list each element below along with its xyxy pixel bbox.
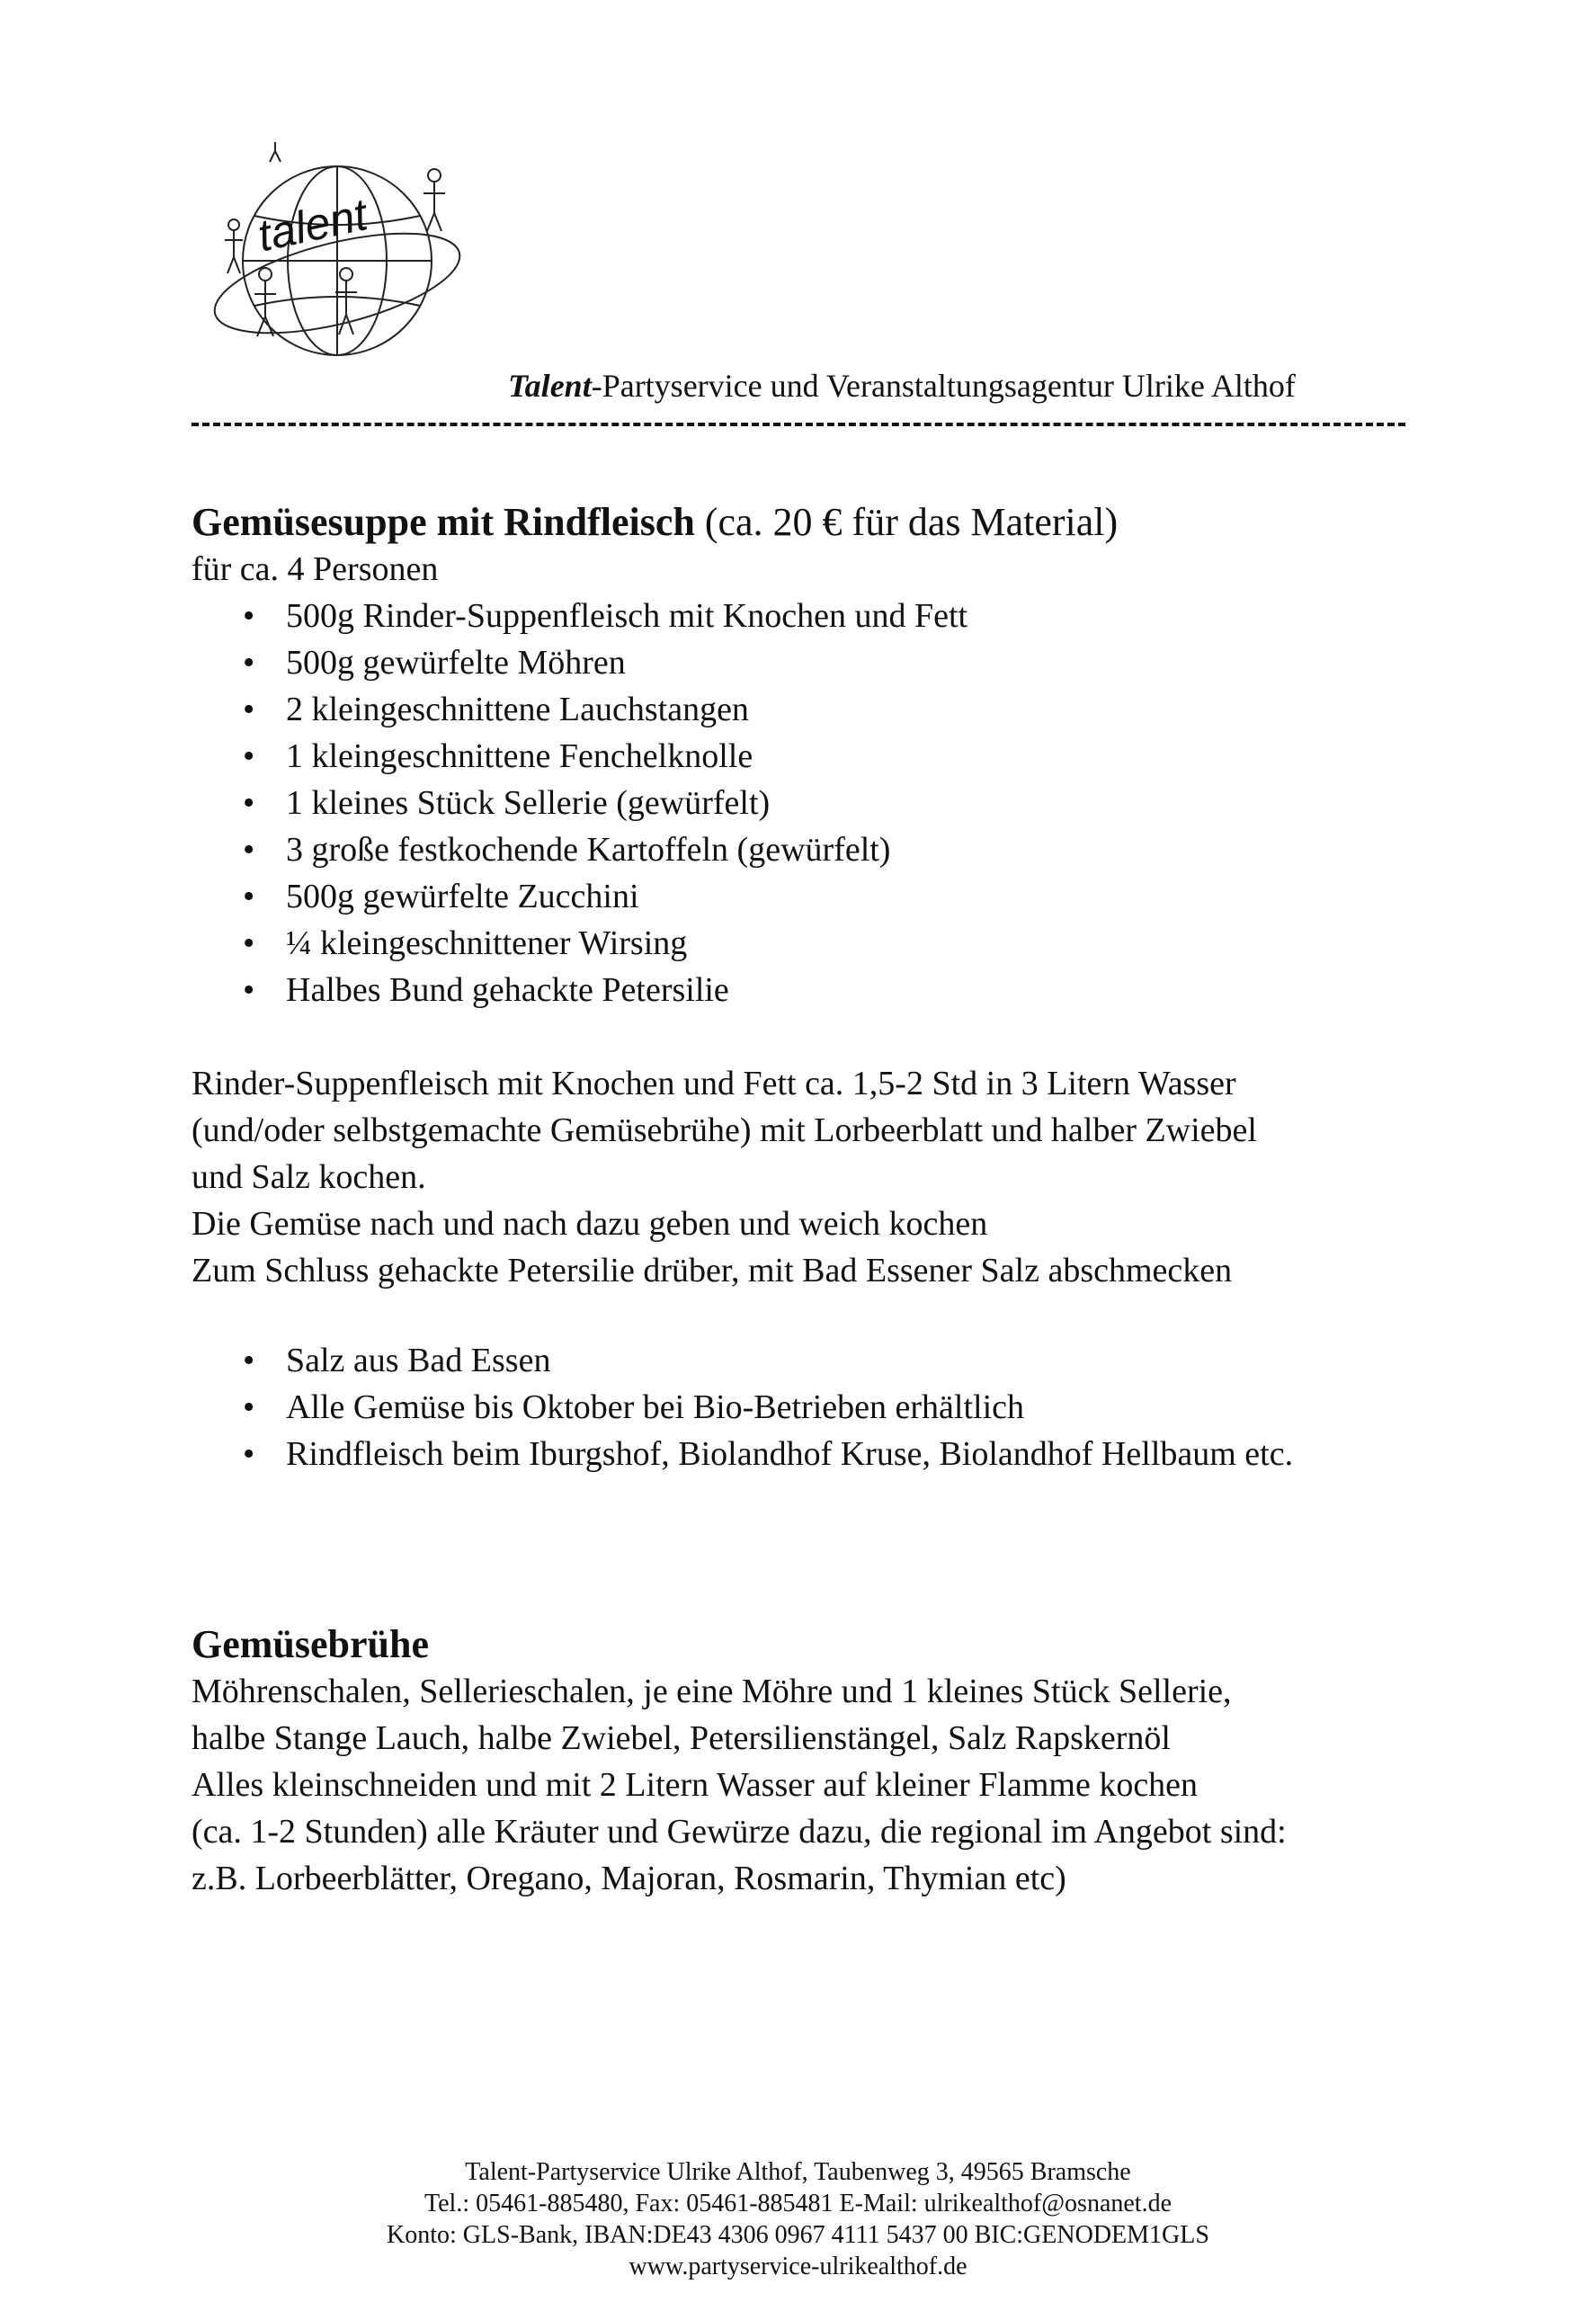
recipe2-line: halbe Stange Lauch, halbe Zwiebel, Petersilienstängel, Salz Rapskernöl <box>192 1719 1171 1757</box>
header-line <box>508 367 1296 405</box>
footer-bank: Konto: GLS-Bank, IBAN:DE43 4306 0967 4111 5437 00 BIC:GENODEM1GLS <box>387 2221 1209 2249</box>
talent-logo <box>202 139 463 373</box>
recipe2-title: Gemüsebrühe <box>192 1622 429 1666</box>
list-item: • Halbes Bund gehackte Petersilie <box>192 967 1450 1013</box>
instruction-line: (und/oder selbstgemachte Gemüsebrühe) mit Lorbeerblatt und halber Zwiebel <box>192 1111 1257 1149</box>
recipe2-line: z.B. Lorbeerblätter, Oregano, Majoran, Rosmarin, Thymian etc) <box>192 1860 1066 1897</box>
notes-list <box>192 1337 1450 1477</box>
recipe1-servings: für ca. 4 Personen <box>192 550 439 588</box>
instruction-line: Zum Schluss gehackte Petersilie drüber, mit Bad Essener Salz abschmecken <box>192 1252 1233 1289</box>
header-brand: Talent <box>508 368 592 404</box>
header-text: -Partyservice und Veranstaltungsagentur Ulrike Althof <box>591 368 1296 404</box>
list-item: • 500g gewürfelte Möhren <box>192 639 1450 686</box>
instruction-line: Rinder-Suppenfleisch mit Knochen und Fett ca. 1,5-2 Std in 3 Litern Wasser <box>192 1065 1236 1102</box>
recipe2-line: (ca. 1-2 Stunden) alle Kräuter und Gewürze dazu, die regional im Angebot sind: <box>192 1813 1287 1851</box>
ingredients-list <box>192 593 1450 1013</box>
list-item: • 1 kleines Stück Sellerie (gewürfelt) <box>192 780 1450 826</box>
list-item: • ¼ kleingeschnittener Wirsing <box>192 920 1450 967</box>
footer-website: www.partyservice-ulrikealthof.de <box>629 2253 967 2280</box>
recipe1-title <box>192 499 1450 546</box>
recipe1-title-price: (ca. 20 € für das Material) <box>694 500 1119 544</box>
footer-address: Talent-Partyservice Ulrike Althof, Taubenweg 3, 49565 Bramsche <box>465 2158 1131 2186</box>
list-item: • 500g Rinder-Suppenfleisch mit Knochen und Fett <box>192 593 1450 639</box>
document-body <box>192 499 1450 1902</box>
recipe2-body <box>192 1668 1450 1902</box>
recipe2-line: Möhrenschalen, Sellerieschalen, je eine Möhre und 1 kleines Stück Sellerie, <box>192 1673 1232 1710</box>
recipe1-instructions <box>192 1060 1450 1294</box>
list-item: • Alle Gemüse bis Oktober bei Bio-Betrieben erhältlich <box>192 1384 1450 1431</box>
logo-text: talent <box>253 189 372 262</box>
recipe2-line: Alles kleinschneiden und mit 2 Litern Wasser auf kleiner Flamme kochen <box>192 1766 1199 1804</box>
list-item: • Rindfleisch beim Iburgshof, Biolandhof Kruse, Biolandhof Hellbaum etc. <box>192 1431 1450 1477</box>
list-item: • 3 große festkochende Kartoffeln (gewürfelt) <box>192 826 1450 873</box>
footer <box>0 2156 1596 2282</box>
list-item: • 1 kleingeschnittene Fenchelknolle <box>192 733 1450 780</box>
list-item: • 2 kleingeschnittene Lauchstangen <box>192 686 1450 733</box>
footer-contact: Tel.: 05461-885480, Fax: 05461-885481 E-Mail: ulrikealthof@osnanet.de <box>424 2190 1172 2217</box>
dashed-divider <box>192 423 1405 426</box>
list-item: • 500g gewürfelte Zucchini <box>192 873 1450 920</box>
instruction-line: Die Gemüse nach und nach dazu geben und weich kochen <box>192 1205 988 1243</box>
list-item: • Salz aus Bad Essen <box>192 1337 1450 1384</box>
instruction-line: und Salz kochen. <box>192 1158 426 1196</box>
recipe1-title-bold: Gemüsesuppe mit Rindfleisch <box>192 500 695 544</box>
